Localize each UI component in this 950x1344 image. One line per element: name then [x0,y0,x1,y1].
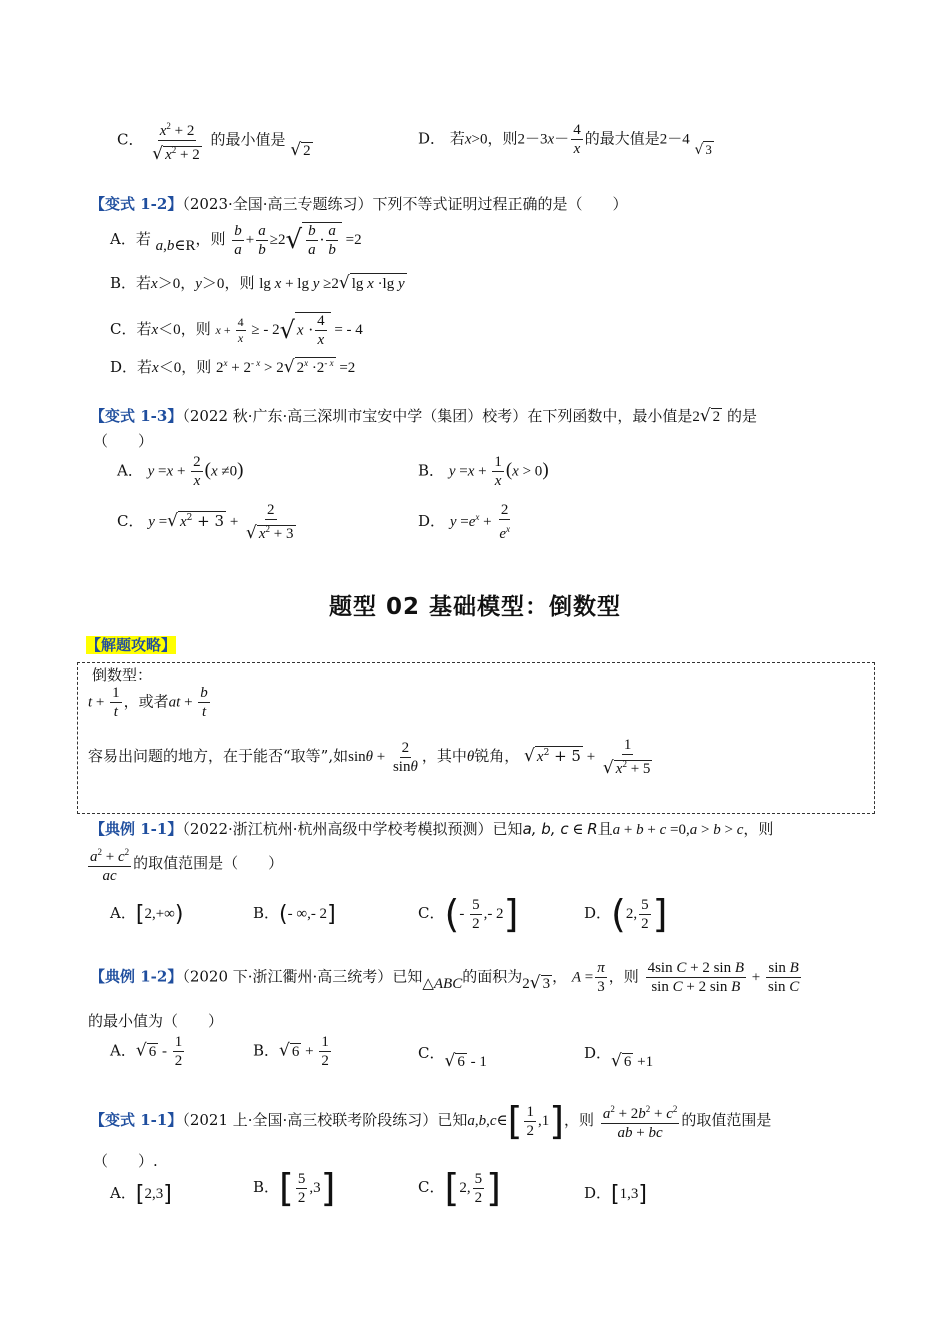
option-a-row: A．√ 6 - $\frac{1}{2}$ [110,1034,183,1069]
option-text: ， [180,274,196,292]
option-text: 的最大值是 [584,129,660,148]
option-b-row: B．若x＞0，y＞0，则 lg x + lg y ≥2√ lg x ·lg y [110,273,405,293]
option-label: B． [253,1178,280,1196]
option-b-row: B． y =x + $\frac{1}{x}$ (x > 0) [418,454,549,489]
option-text: ，则 [195,230,226,248]
option-d-row: D． $y =e^x$ + $\frac{2}{e^x}$ [418,502,511,542]
option-text: 的最小值是 [210,130,286,149]
question-tag: 【典例 1-1】 [90,820,183,838]
question-tag: 【典例 1-2】 [90,967,183,986]
question-stem: 的是 [726,407,757,425]
option-value: 2－4 [659,131,690,148]
option-text: ，则 [180,320,211,338]
option-a-row: A．若 a,b∈R，则 $\frac{b}{a}$ + $\frac{a}{b}$ ≥2√ $\frac{b}{a}$ · $\frac{a}{b}$ =2 [110,222,362,258]
question-source: （2020 下·浙江衢州·高三统考） [182,967,393,986]
option-text: ，则 [487,129,518,148]
option-label: D． [418,512,446,530]
option-d-row: D．√ 6 +1 [584,1044,654,1071]
question-stem: ，则 [564,1111,595,1129]
option-a-row: A．[2,3] [110,1182,172,1208]
option-label: C． [418,1178,445,1196]
question-source: （2022 秋·广东·高三深圳市宝安中学（集团）校考） [182,407,528,425]
option-label: B． [418,461,445,480]
option-c-row [117,118,313,163]
option-c-row: C．若x＜0，则 x + $\frac{4}{x}$ ≥ - 2√ x · $\frac{4}{x}$ = - 4 [110,313,363,348]
option-b-row: B．(- ∞,- 2] [253,902,336,928]
option-label: B． [253,1041,280,1060]
answer-paren: （ ）. [93,1152,158,1170]
question-tag: 【变式 1-1】 [90,1111,183,1129]
option-a-row: A．[2,+∞) [110,902,184,928]
question-stem: 下列不等式证明过程正确的是（ ） [372,195,628,213]
option-label: C． [110,320,137,338]
strategy-line3: 容易出问题的地方，在于能否“取等”,如sinθ + $\frac{2}{\sin\theta}$ ，其中θ锐角， √ $x^2 + 5$ + $\frac{1}{√ x^2 + 5}$ [88,737,651,778]
option-label: C． [418,904,445,922]
option-label: A． [110,1041,136,1060]
fraction-expression: $\frac{x^2 + 2}{√ x^2 + 2}$ [150,118,203,163]
option-text: 若 [136,274,152,292]
question-source: （2022·浙江杭州·杭州高级中学校考模拟预测） [182,820,493,838]
question-stem: 且 [597,820,613,838]
strategy-text: 锐角， [474,747,520,765]
strategy-text: ，其中 [421,747,467,765]
question-tag: 【变式 1-3】 [90,407,183,425]
question-stem: 已知 [492,820,523,838]
option-label: A． [110,904,136,922]
example-1-2-header: 【典例 1-2】（2020 下·浙江衢州·高三统考）已知△ABC的面积为2√ 3 ， A = $\frac{\pi}{3}$ ，则 $\frac{\text{4sin C + 2 sin B}}{\text{sin C + 2 sin B}}$ + $\frac{\text{sin B}}{\text{sin C}}$ [90,960,800,995]
option-b-row: B．[ $\frac{5}{2}$ ,3] [253,1166,336,1210]
option-d-row: D． 若x>0，则2－3x－ $\frac{4}{x}$ 的最大值是2－4 √ 3 [418,122,712,158]
example-1-1-header: 【典例 1-1】（2022·浙江杭州·杭州高级中学校考模拟预测）已知a, b, c ∈ R且a + b + c =0,a > b > c，则 [90,820,774,838]
strategy-line2: t + $\frac{1}{t}$ ，或者at + $\frac{b}{t}$ [88,685,208,720]
section-title: 题型 02 基础模型：倒数型 [328,594,622,620]
question-stem: ，则 [608,967,639,986]
question-tag: 【变式 1-2】 [90,195,183,213]
question-stem: 的取值范围是（ ） [133,854,284,872]
math-sqrt2: √ 2 [290,139,311,160]
strategy-tag [86,634,176,655]
option-text: ，则 [224,274,255,292]
option-label: D． [110,358,138,376]
strategy-line1: 倒数型： [92,666,153,684]
option-label: B． [110,274,137,292]
question-stem: ， [552,967,568,986]
question-1-2-header [90,193,628,214]
question-stem: 已知 [392,967,423,986]
option-label: C． [117,512,144,530]
option-d-row: D．若x＜0，则 $2^x + 2^{- x} > 2√$ $2^x \cdot 2^{- x} =2$ [110,357,356,377]
option-b-row: B．√ 6 + $\frac{1}{2}$ [253,1034,329,1069]
option-label: A． [110,230,136,248]
option-label: A． [110,1184,136,1202]
example-1-2-line2: 的最小值为（ ） [88,1012,224,1030]
option-text: ，则 [181,358,212,376]
question-source: （2023·全国·高三专题练习） [182,195,373,213]
question-stem: 的面积为 [462,967,523,986]
option-label: D． [584,904,612,922]
option-c-row: C．√ 6 - 1 [418,1044,487,1071]
strategy-tag-text: 【解题攻略】 [86,636,177,654]
option-a-row: A． y =x + $\frac{2}{x}$ (x ≠0) [117,454,244,489]
strategy-text: 容易出问题的地方，在于能否“取等”,如 [88,747,349,765]
option-d-row: D．(2, $\frac{5}{2}$ ] [584,892,668,936]
variant-1-1-header: 【变式 1-1】（2021 上·全国·高三校联考阶段练习）已知a,b,c∈[ $\frac{1}{2}$ ,1]，则 $\frac{a^2 + 2b^2 + c^2}{ab + bc}$ 的取值范围是 [90,1099,772,1143]
option-label: D． [418,129,446,148]
option-c-row: C． y =√ $x^2 + 3$ + $\frac{2}{√ x^2 + 3}$ [117,502,294,543]
question-stem: ，则 [743,820,774,838]
option-text: 若 [136,320,152,338]
question-1-3-header: 【变式 1-3】（2022 秋·广东·高三深圳市宝安中学（集团）校考）在下列函数中，最小值是2√ 2 的是 [90,406,757,426]
option-label: B． [253,904,280,922]
option-label: C． [117,130,144,149]
example-1-1-line2: $\frac{a^2 + c^2}{ac}$ 的取值范围是（ ） [88,844,283,884]
option-label: A． [117,461,143,480]
option-d-row: D．[1,3] [584,1182,647,1208]
question-stem: 在下列函数中，最小值是 [527,407,693,425]
option-text: 若 [135,230,151,248]
math-sqrt3: √ 3 [694,141,712,158]
answer-paren: （ ） [93,432,154,450]
option-label: D． [584,1184,612,1202]
option-text: 若 [449,129,465,148]
question-stem: 已知 [437,1111,468,1129]
option-text: 若 [137,358,153,376]
option-label: D． [584,1044,612,1062]
question-source: （2021 上·全国·高三校联考阶段练习） [182,1111,438,1129]
strategy-text: ，或者 [123,692,169,711]
option-label: C． [418,1044,445,1062]
option-c-row: C．[2, $\frac{5}{2}$ ] [418,1166,501,1210]
question-stem: 的取值范围是 [681,1111,772,1129]
option-c-row: C．(- $\frac{5}{2}$ ,- 2] [418,892,519,936]
